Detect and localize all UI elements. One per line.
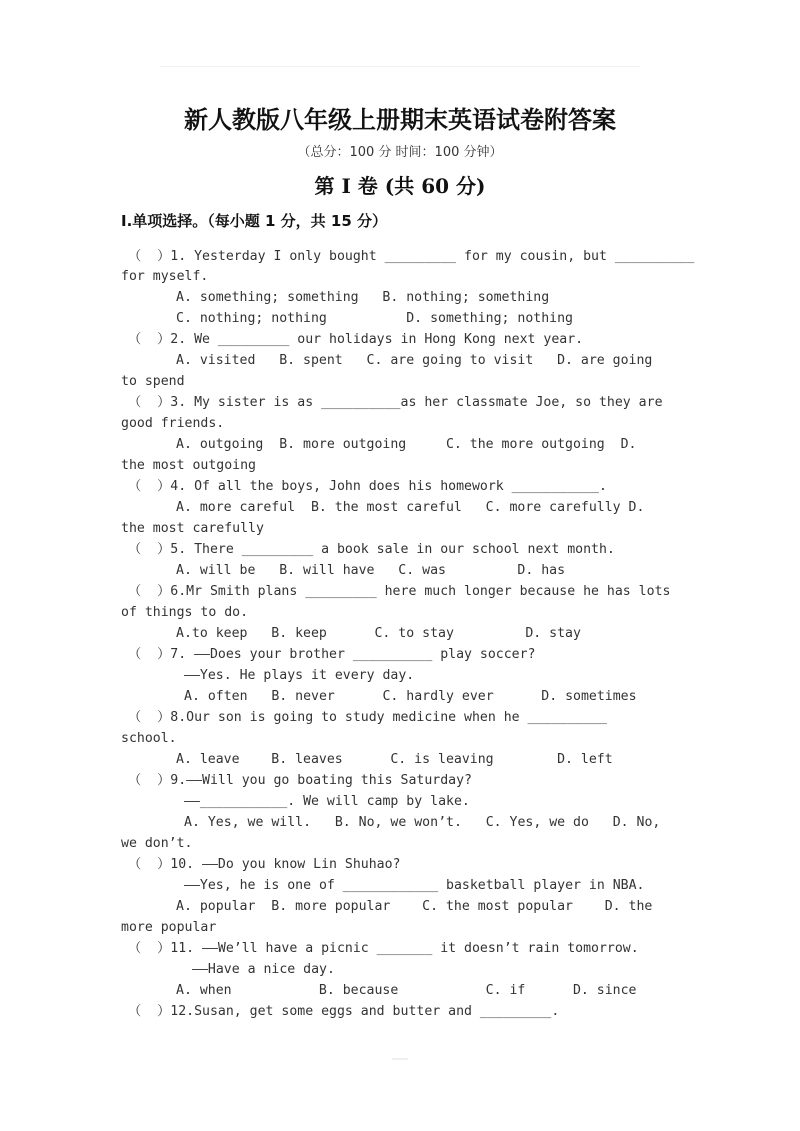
question-line: （ ）5. There _________ a book sale in our school next month. (128, 542, 615, 557)
option-line: to spend (121, 374, 185, 389)
question-line: （ ）3. My sister is as __________as her classmate Joe, so they are (128, 395, 663, 410)
dialogue-line: ——Yes. He plays it every day. (184, 668, 415, 683)
option-line: A. popular B. more popular C. the most popular D. the (176, 899, 653, 914)
option-line: C. nothing; nothing D. something; nothing (176, 311, 573, 326)
option-line: we don’t. (121, 836, 193, 851)
question-line: （ ）11. ——We’ll have a picnic _______ it doesn’t rain tomorrow. (128, 941, 639, 956)
option-line: A. more careful B. the most careful C. more carefully D. (176, 500, 645, 515)
option-line: A. visited B. spent C. are going to visit D. are going (176, 353, 653, 368)
dialogue-line: ——Yes, he is one of ____________ basketball player in NBA. (184, 878, 645, 893)
option-line: A. will be B. will have C. was D. has (176, 563, 566, 578)
question-line: （ ）1. Yesterday I only bought _________ for my cousin, but __________ (128, 249, 695, 264)
question-line: （ ）8.Our son is going to study medicine when he __________ (128, 710, 607, 725)
question-line: （ ）12.Susan, get some eggs and butter and _________. (128, 1004, 560, 1019)
question-line: （ ）2. We _________ our holidays in Hong Kong next year. (128, 332, 584, 347)
part-heading: 第 I 卷 (共 60 分) (314, 174, 486, 198)
option-line: A. leave B. leaves C. is leaving D. left (176, 752, 613, 767)
question-line: （ ）6.Mr Smith plans _________ here much longer because he has lots (128, 584, 671, 599)
header-rule (160, 66, 640, 67)
option-line: the most outgoing (121, 458, 256, 473)
question-line: school. (121, 731, 177, 746)
option-line: the most carefully (121, 521, 264, 536)
question-line: （ ）9.——Will you go boating this Saturday? (128, 773, 472, 788)
dialogue-line: ——___________. We will camp by lake. (184, 794, 470, 809)
section-heading: Ⅰ.单项选择。（每小题 1 分，共 15 分） (121, 212, 387, 230)
question-line: （ ）10. ——Do you know Lin Shuhao? (128, 857, 401, 872)
question-line: of things to do. (121, 605, 249, 620)
exam-info: （总分：100 分 时间：100 分钟） (297, 145, 503, 160)
question-line: for myself. (121, 269, 209, 284)
question-line: good friends. (121, 416, 225, 431)
question-line: （ ）7. ——Does your brother __________ play soccer? (128, 647, 536, 662)
question-line: （ ）4. Of all the boys, John does his homework ___________. (128, 479, 607, 494)
option-line: A. often B. never C. hardly ever D. sometimes (184, 689, 637, 704)
option-line: A.to keep B. keep C. to stay D. stay (176, 626, 581, 641)
option-line: A. something; something B. nothing; something (176, 290, 550, 305)
footer-mark (392, 1058, 408, 1060)
option-line: A. when B. because C. if D. since (176, 983, 637, 998)
dialogue-line: ——Have a nice day. (192, 962, 335, 977)
option-line: A. Yes, we will. B. No, we won’t. C. Yes, we do D. No, (184, 815, 661, 830)
option-line: A. outgoing B. more outgoing C. the more outgoing D. (176, 437, 637, 452)
page-title: 新人教版八年级上册期末英语试卷附答案 (184, 105, 616, 134)
option-line: more popular (121, 920, 217, 935)
